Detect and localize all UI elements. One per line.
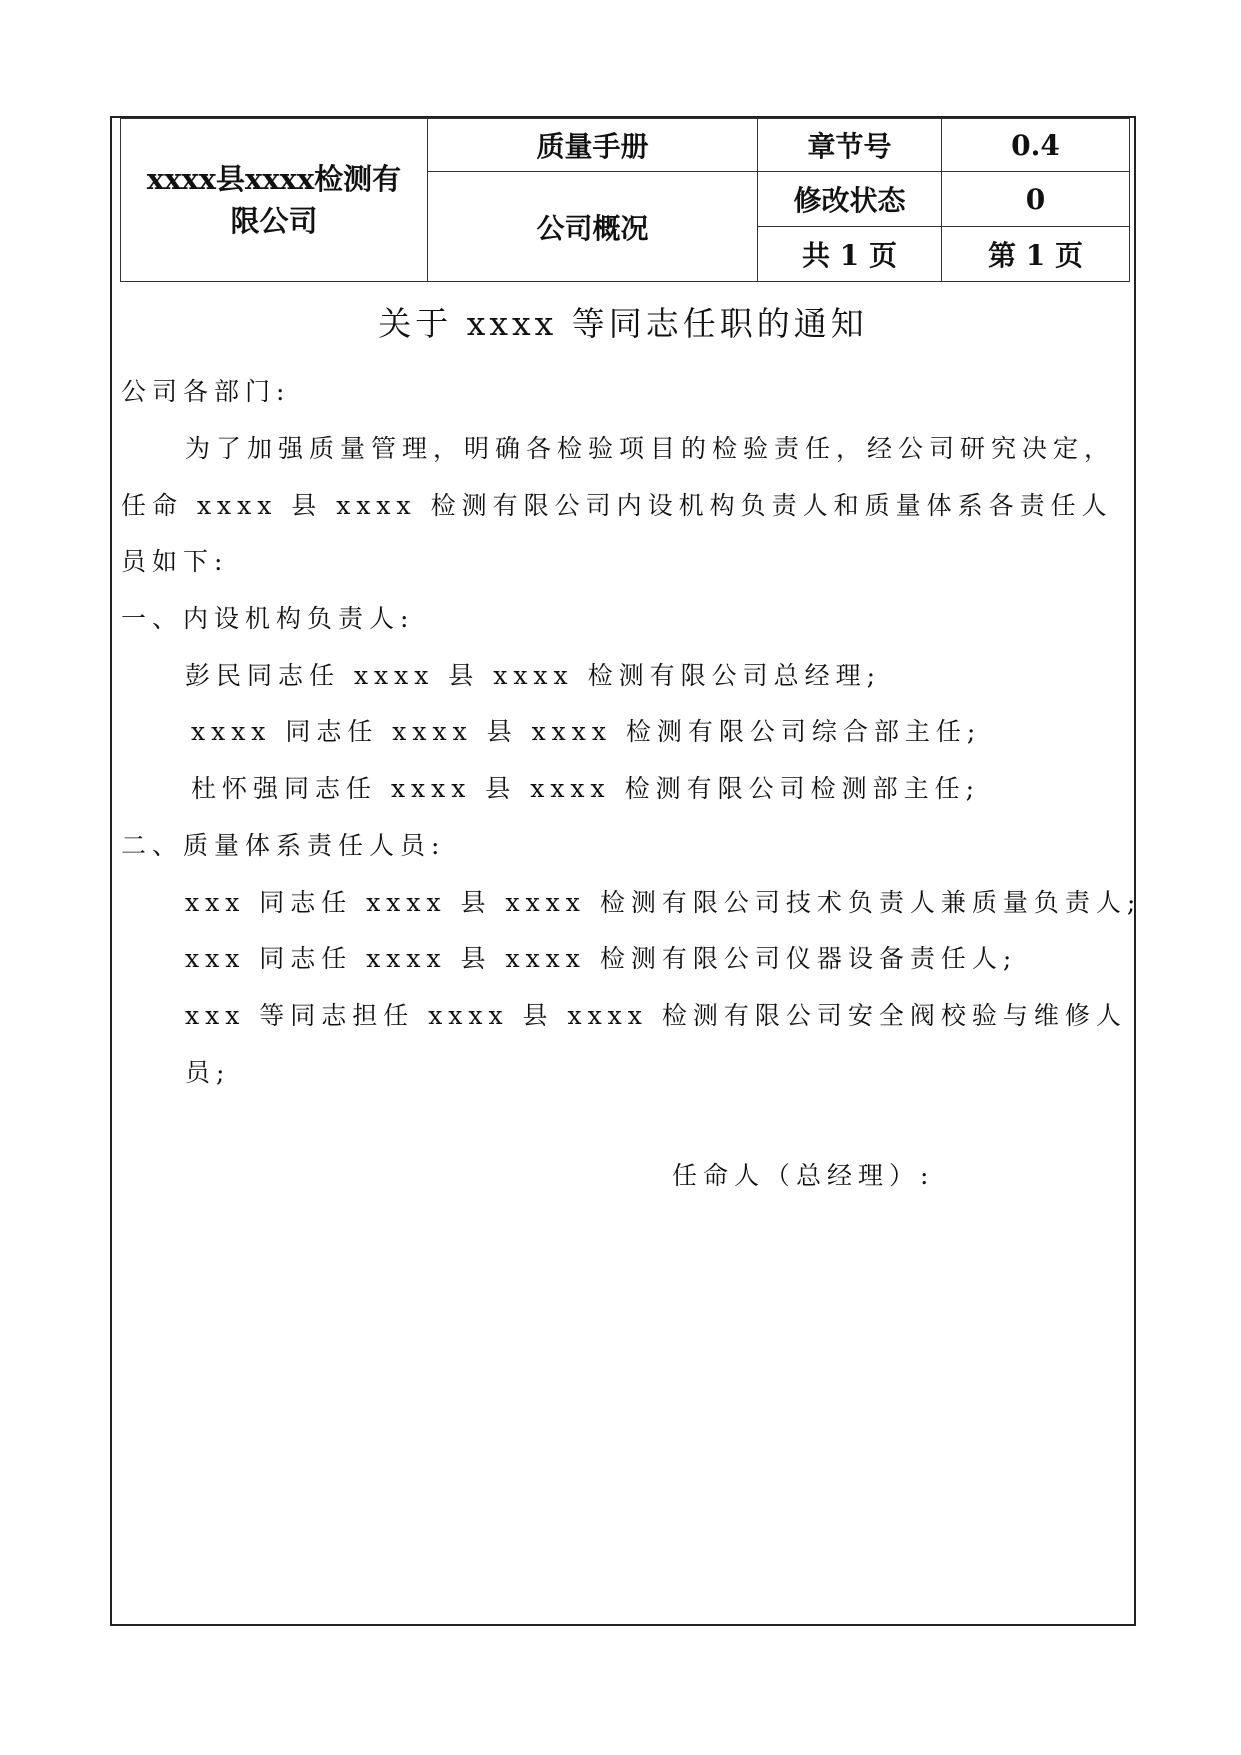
- section2-item: 员;: [185, 1058, 231, 1087]
- revision-value: 0: [942, 172, 1130, 227]
- section1-item: 彭民同志任 xxxx 县 xxxx 检测有限公司总经理;: [185, 661, 882, 690]
- revision-label: 修改状态: [758, 172, 942, 227]
- notice-title: 关于 xxxx 等同志任职的通知: [378, 304, 868, 343]
- section1-heading: 一、内设机构负责人:: [121, 604, 415, 633]
- section1-item: xxxx 同志任 xxxx 县 xxxx 检测有限公司综合部主任;: [191, 717, 982, 746]
- page-number: 第 1 页: [942, 227, 1130, 282]
- chapter-label: 章节号: [758, 119, 942, 172]
- document-frame: [110, 116, 1142, 1626]
- section2-heading: 二、质量体系责任人员:: [121, 831, 446, 860]
- intro-line-1: 为了加强质量管理，明确各检验项目的检验责任，经公司研究决定，: [185, 434, 1116, 463]
- section2-item: xxx 同志任 xxxx 县 xxxx 检测有限公司技术负责人兼质量负责人;: [185, 888, 1142, 917]
- doc-type: 质量手册: [428, 119, 758, 172]
- section2-item: xxx 同志任 xxxx 县 xxxx 检测有限公司仪器设备责任人;: [185, 944, 1018, 973]
- section2-item: xxx 等同志担任 xxxx 县 xxxx 检测有限公司安全阀校验与维修人: [185, 1001, 1127, 1030]
- chapter-value: 0.4: [942, 119, 1130, 172]
- total-pages: 共 1 页: [758, 227, 942, 282]
- intro-line-3: 员如下:: [121, 547, 229, 576]
- document-header-table: [120, 118, 1130, 282]
- section1-item: 杜怀强同志任 xxxx 县 xxxx 检测有限公司检测部主任;: [191, 774, 981, 803]
- intro-line-2: 任命 xxxx 县 xxxx 检测有限公司内设机构负责人和质量体系各责任人: [121, 491, 1113, 520]
- section-title: 公司概况: [428, 172, 758, 282]
- company-name: xxxx县xxxx检测有限公司: [121, 119, 428, 282]
- signer-label: 任命人（总经理）:: [672, 1161, 935, 1190]
- salutation: 公司各部门:: [121, 377, 291, 406]
